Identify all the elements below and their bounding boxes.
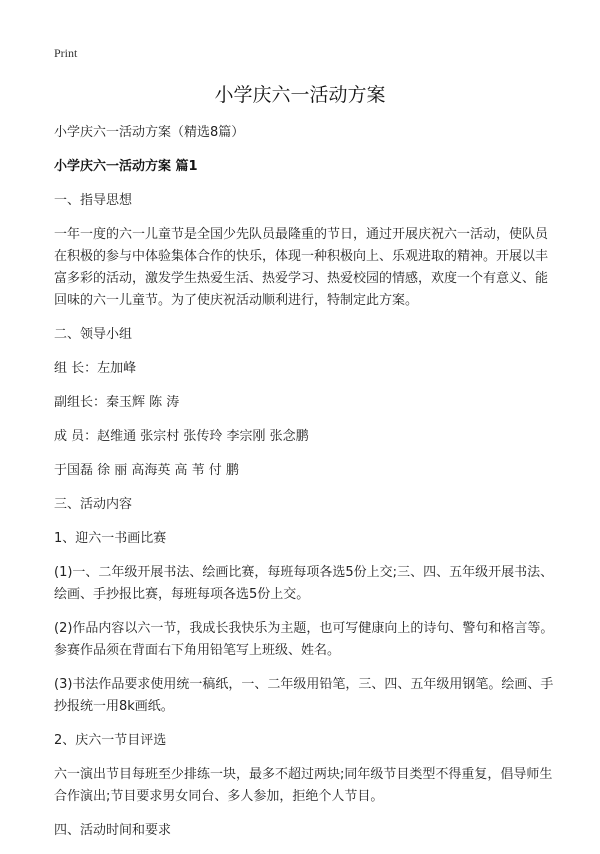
heading-activity-content: 三、活动内容 <box>54 497 133 512</box>
paragraph-guiding-thought: 一年一度的六一儿童节是全国少先队员最隆重的节日，通过开展庆祝六一活动，使队员在积极的参与中体验集体合作的快乐，体现一种积极向上、乐观进取的精神。开展以丰富多彩的活动，激发学生热爱生活、热爱学习、热爱校园的情感，欢度一个有意义、能回味的六一儿童节。为了使庆祝活动顺利进行，特制定此方案。 <box>54 227 549 308</box>
heading-guiding-thought: 一、指导思想 <box>54 193 133 208</box>
print-link[interactable]: Print <box>54 46 78 60</box>
subheading-program-selection: 2、庆六一节目评选 <box>54 733 167 748</box>
leader-line: 组 长：左加峰 <box>54 361 137 376</box>
members-line-continued: 于国磊 徐 丽 高海英 高 苇 付 鹏 <box>54 463 239 478</box>
subheading-calligraphy-contest: 1、迎六一书画比赛 <box>54 531 167 546</box>
heading-leadership-group: 二、领导小组 <box>54 327 133 342</box>
heading-time-and-requirements: 四、活动时间和要求 <box>54 823 172 838</box>
page-title: 小学庆六一活动方案 <box>214 84 386 106</box>
document-subtitle: 小学庆六一活动方案（精选8篇） <box>54 125 245 140</box>
paragraph-contest-rule-2: (2)作品内容以六一节，我成长我快乐为主题，也可写健康向上的诗句、警句和格言等。参赛作品须在背面右下角用铅笔写上班级、姓名。 <box>54 621 554 658</box>
section-heading: 小学庆六一活动方案 篇1 <box>54 159 198 174</box>
document-body <box>54 122 554 854</box>
deputy-leader-line: 副组长：秦玉辉 陈 涛 <box>54 395 180 410</box>
members-line: 成 员：赵维通 张宗村 张传玲 李宗刚 张念鹏 <box>54 429 309 444</box>
paragraph-program-rules: 六一演出节目每班至少排练一块，最多不超过两块;同年级节目类型不得重复，倡导师生合作演出;节目要求男女同台、多人参加，拒绝个人节目。 <box>54 767 553 804</box>
paragraph-contest-rule-3: (3)书法作品要求使用统一稿纸，一、二年级用铅笔，三、四、五年级用钢笔。绘画、手抄报统一用8k画纸。 <box>54 677 554 714</box>
paragraph-contest-rule-1: (1)一、二年级开展书法、绘画比赛，每班每项各选5份上交;三、四、五年级开展书法、绘画、手抄报比赛，每班每项各选5份上交。 <box>54 565 554 602</box>
